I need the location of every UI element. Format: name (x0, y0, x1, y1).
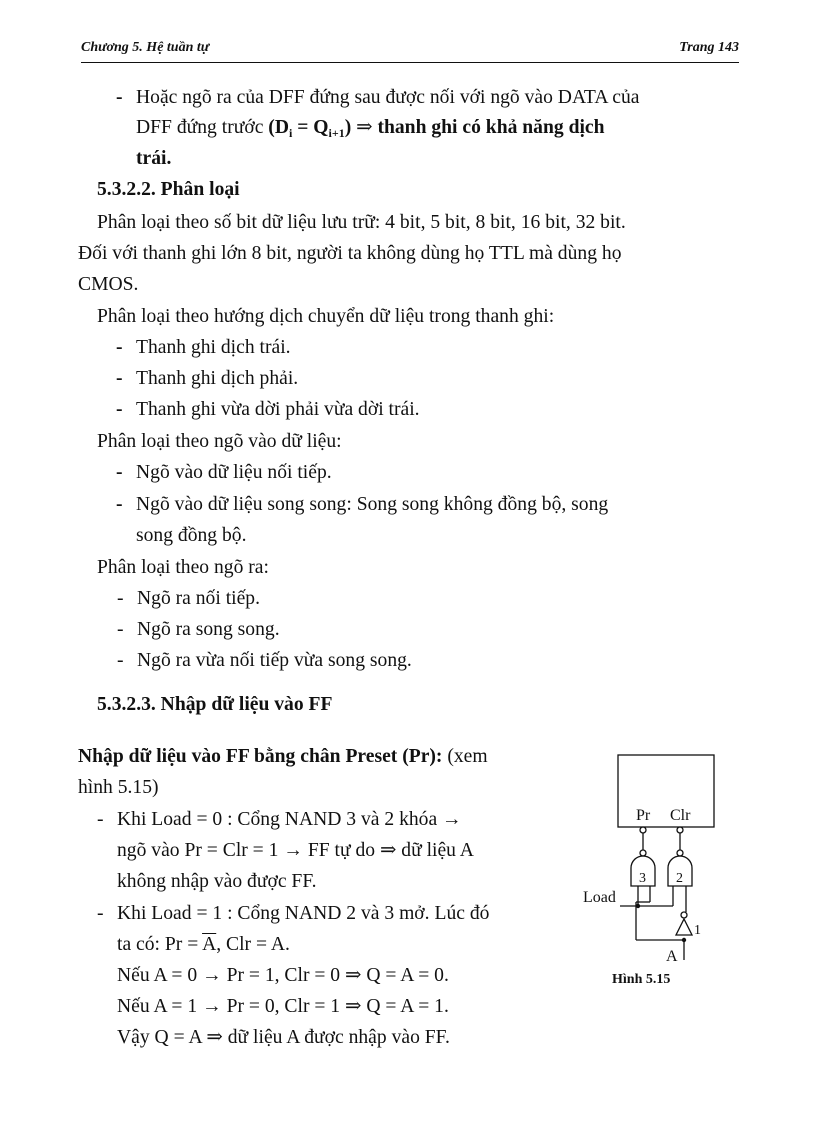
bullet-dash: - (97, 809, 104, 830)
bullet-dash: - (117, 650, 124, 671)
para-direction: Phân loại theo hướng dịch chuyển dữ liệu trong thanh ghi: (97, 306, 555, 327)
gate-3-label: 3 (639, 871, 646, 886)
bullet-dash: - (116, 494, 123, 515)
heading-5-3-2-2: 5.3.2.2. Phân loại (97, 179, 240, 200)
clr-bubble (677, 827, 683, 833)
list-item: Ngõ ra vừa nối tiếp vừa song song. (137, 650, 412, 671)
figure-5-15 (578, 750, 728, 980)
flipflop-box (618, 755, 714, 827)
list-item: Ngõ ra nối tiếp. (137, 588, 260, 609)
chapter-title: Chương 5. Hệ tuần tự (81, 40, 210, 55)
nand2-output-bubble (677, 850, 683, 856)
bullet-dash: - (97, 903, 104, 924)
load0-line-2: ngõ vào Pr = Clr = 1 → FF tự do ⇒ dữ liệu A (117, 840, 474, 861)
case-a0: Nếu A = 0 → Pr = 1, Clr = 0 ⇒ Q = A = 0. (117, 965, 449, 986)
pr-bubble (640, 827, 646, 833)
load0-line-3: không nhập vào được FF. (117, 871, 317, 892)
inverter-label: 1 (694, 923, 701, 938)
heading-5-3-2-3: 5.3.2.3. Nhập dữ liệu vào FF (97, 694, 333, 715)
intro-line-1: Hoặc ngõ ra của DFF đứng sau được nối với ngõ vào DATA của (136, 87, 640, 108)
bullet-dash: - (116, 462, 123, 483)
intro-line-2: DFF đứng trước $(D_i = Q_{i+1})$ ⇒ thanh ghi có khả năng dịch (136, 117, 605, 140)
figure-caption: Hình 5.15 (612, 972, 671, 987)
lead-line-1: Nhập dữ liệu vào FF bằng chân Preset (Pr): (xem (78, 746, 488, 767)
para-input: Phân loại theo ngõ vào dữ liệu: (97, 431, 342, 452)
nand3-output-bubble (640, 850, 646, 856)
load-label: Load (583, 889, 616, 906)
para-bits-line-3: CMOS. (78, 274, 139, 295)
page-number: Trang 143 (679, 40, 739, 55)
a-label: A (666, 948, 678, 965)
list-item: Thanh ghi vừa dời phải vừa dời trái. (136, 399, 420, 420)
load0-line-1: Khi Load = 0 : Cổng NAND 3 và 2 khóa → (117, 809, 462, 830)
bullet-dash: - (116, 368, 123, 389)
inverter-1 (676, 919, 692, 935)
bullet-dash: - (116, 337, 123, 358)
load1-line-2: ta có: $Pr = \overline{A}$, Clr = A. (117, 934, 290, 955)
intro-line-3: trái. (136, 148, 172, 169)
list-item: Ngõ vào dữ liệu nối tiếp. (136, 462, 332, 483)
bullet-dash: - (116, 87, 123, 108)
bullet-dash: - (117, 619, 124, 640)
list-item: Ngõ vào dữ liệu song song: Song song không đồng bộ, song (136, 494, 609, 515)
list-item: Thanh ghi dịch phải. (136, 368, 299, 389)
bullet-dash: - (116, 399, 123, 420)
inverter-bubble (681, 912, 687, 918)
header-rule (81, 62, 739, 63)
gate-2-label: 2 (676, 871, 683, 886)
list-item-cont: song đồng bộ. (136, 525, 247, 546)
para-bits-line-1: Phân loại theo số bit dữ liệu lưu trữ: 4 bit, 5 bit, 8 bit, 16 bit, 32 bit. (97, 212, 626, 233)
load1-line-1: Khi Load = 1 : Cổng NAND 2 và 3 mở. Lúc đó (117, 903, 490, 924)
case-a1: Nếu A = 1 → Pr = 0, Clr = 1 ⇒ Q = A = 1. (117, 996, 449, 1017)
para-output: Phân loại theo ngõ ra: (97, 557, 269, 578)
pr-label: Pr (636, 807, 651, 824)
list-item: Thanh ghi dịch trái. (136, 337, 291, 358)
lead-line-2: hình 5.15) (78, 777, 159, 798)
list-item: Ngõ ra song song. (137, 619, 280, 640)
bullet-dash: - (117, 588, 124, 609)
para-bits-line-2: Đối với thanh ghi lớn 8 bit, người ta không dùng họ TTL mà dùng họ (78, 243, 622, 264)
clr-label: Clr (670, 807, 691, 824)
conclusion: Vậy Q = A ⇒ dữ liệu A được nhập vào FF. (117, 1027, 450, 1048)
